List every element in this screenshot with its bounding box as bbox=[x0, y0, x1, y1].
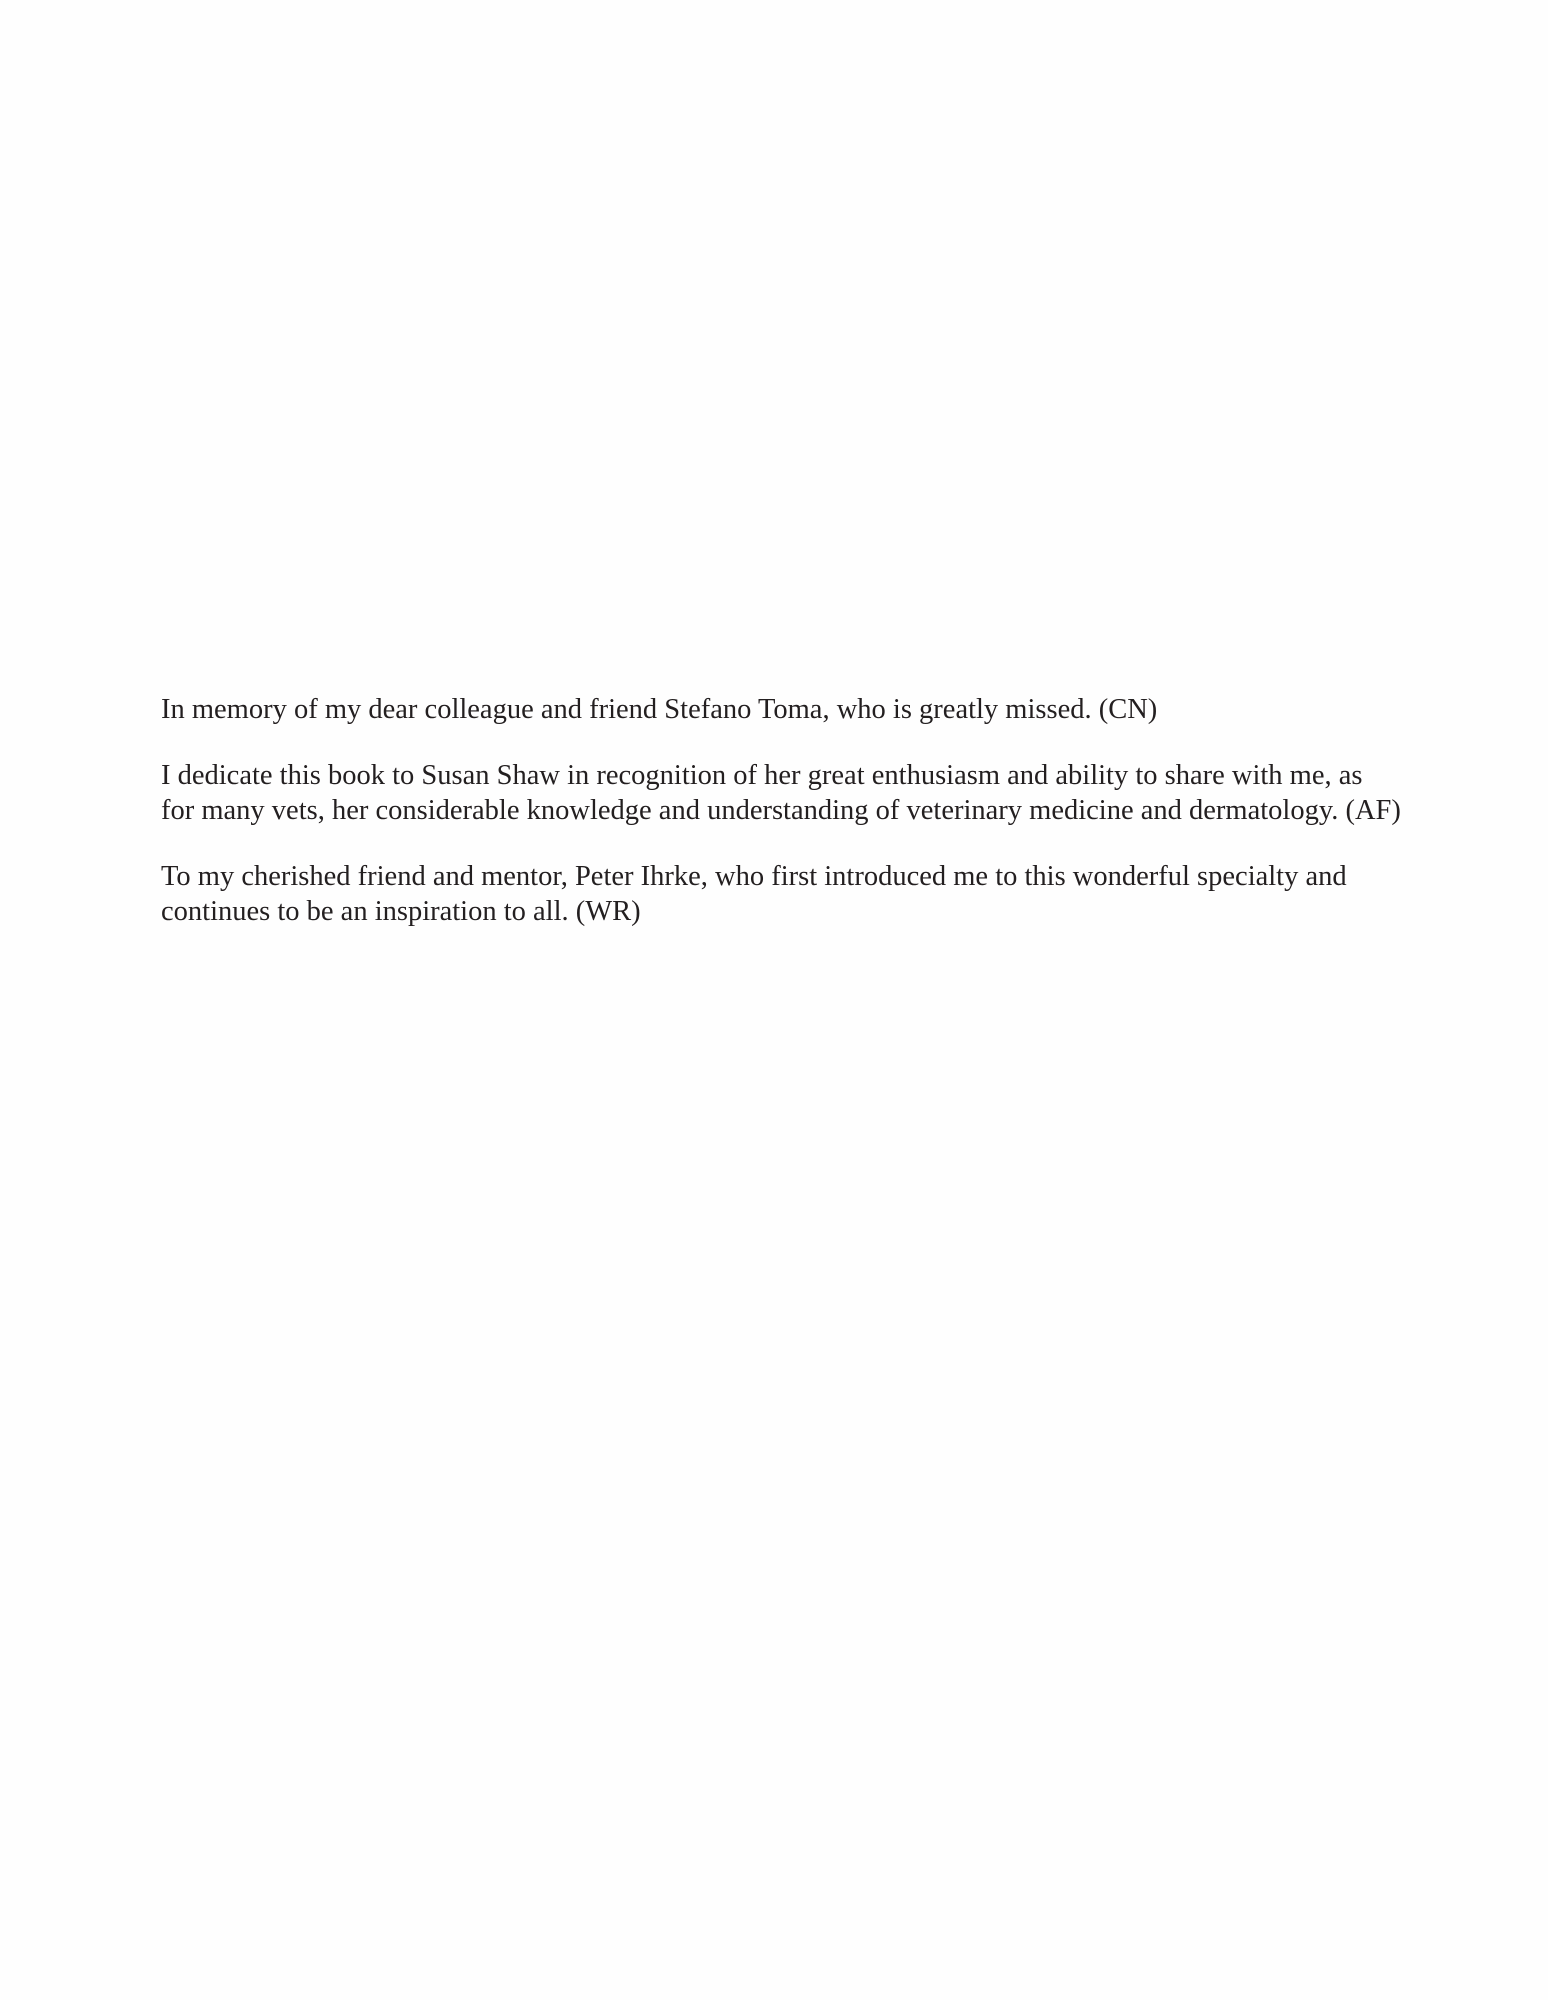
dedications-block bbox=[161, 692, 1401, 960]
dedication-wr: To my cherished friend and mentor, Peter Ihrke, who first introduced me to this wonderful specialty and continues to be an inspiration to all. (WR) bbox=[161, 861, 1347, 927]
dedication-cn: In memory of my dear colleague and friend Stefano Toma, who is greatly missed. (CN) bbox=[161, 694, 1158, 725]
dedication-af: I dedicate this book to Susan Shaw in recognition of her great enthusiasm and ability to share with me, as for many vets, her considerable knowledge and understanding of veterinary medicine and dermatology. (AF) bbox=[161, 760, 1401, 826]
